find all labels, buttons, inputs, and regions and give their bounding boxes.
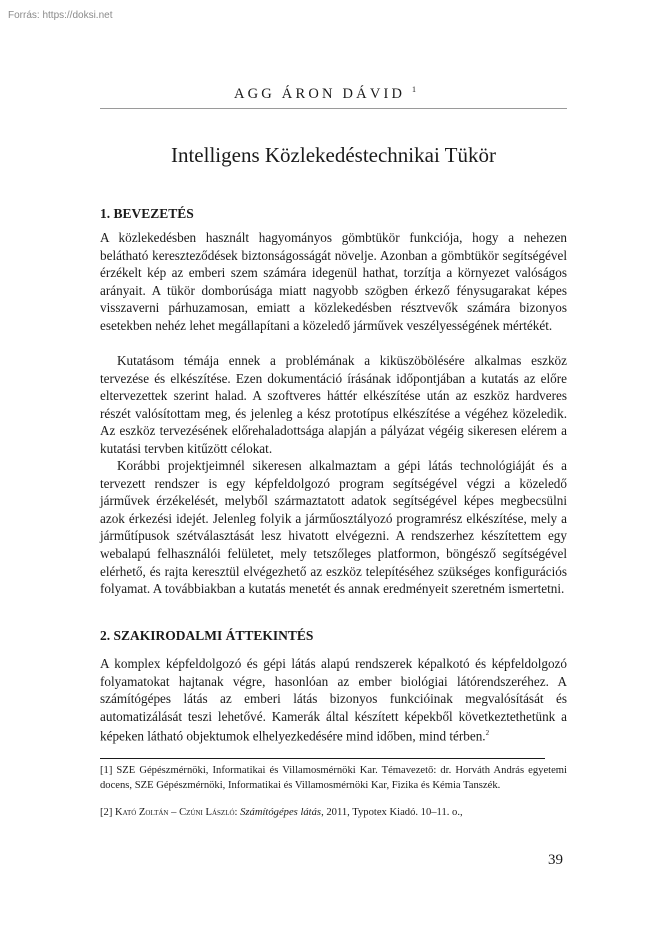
page-number: 39 — [548, 852, 563, 868]
author-footnote-ref: 1 — [412, 85, 417, 94]
paragraph: Korábbi projektjeimnél sikeresen alkalmaztam a gépi látás technológiáját és a tervezett rendszer is egy képfeldolgozó program segítségével végzi a közeledő járművek érzékelését, melyből származtatott adatok segítségével képes megbecsülni azok érkezési idejét. Jelenleg folyik a járműosztályozó programrész elkészítése, mely a járműtípusok szétválasztását lesz hivatott elvégezni. A rendszerhez készítettem egy webalapú felhasználói felületet, mely tetszőleges platformon, böngésző segítségével elérhető, és rajta keresztül elvégezhető az eszköz telepítéséhez szükséges konfigurációs folyamat. A továbbiakban a kutatás menetét és annak eredményeit szeretném ismertetni. — [100, 458, 567, 597]
author-header — [100, 85, 550, 103]
footnote-rule — [100, 758, 545, 759]
paragraph-text: A komplex képfeldolgozó és gépi látás alapú rendszerek képalkotó és képfeldolgozó folyamatokat hajtanak végre, hasonlóan az ember biológiai látórendszeréhez. A számítógépes látás az emberi látás bizonyos funkcióinak megvalósítását és automatizálását teszi lehetővé. Kamerák által készített képekből következtethetünk a képeken látható objektumok elhelyezkedésére mind időben, mind térben. — [100, 656, 567, 744]
paragraph: Kutatásom témája ennek a problémának a kiküszöbölésére alkalmas eszköz tervezése és elkészítése. Ezen dokumentáció írásának időpontjában a kutatás az előre eltervezettek szerint halad. A szoftveres háttér elkészítése után az eszköz hardveres részét valósítottam meg, és jelenleg a kész prototípus elkészítése a végéhez közeledik. Az eszköz tervezésének előrehaladottsága alapján a pályázat végéig sikeresen elérem a kutatási tervben kitűzött célokat. — [100, 353, 567, 456]
footnote-2-title: Számítógépes látás — [240, 807, 322, 818]
section-heading-introduction: 1. BEVEZETÉS — [100, 206, 194, 221]
citation-ref: 2 — [485, 729, 490, 738]
footnote-2-number: [2] — [100, 807, 116, 818]
section-heading-literature-review: 2. SZAKIRODALMI ÁTTEKINTÉS — [100, 628, 314, 643]
paragraph — [100, 655, 567, 745]
page-title: Intelligens Közlekedéstechnikai Tükör — [170, 143, 496, 167]
paragraph: A közlekedésben használt hagyományos gömbtükör funkciója, hogy a nehezen belátható kereszteződések biztonságosságát növelje. Azonban a gömbtükör segítségével érzékelt kép az emberi szem számára idegenül hathat, torzítja a környezet valóságos arányait. A tükör domborúsága miatt nagyobb szögben érkező fénysugarakat képes visszaverni párhuzamosan, emiatt a közlekedésben résztvevők számára bizonyos esetekben nehéz lehet megállapítani a közeledő járművek veszélyességének mértékét. — [100, 230, 567, 333]
footnote-2-authors: Kató Zoltán – Czúni László: — [115, 807, 238, 818]
footnote-2-details: , 2011, Typotex Kiadó. 10–11. o., — [321, 807, 463, 818]
source-watermark: Forrás: https://doksi.net — [8, 10, 113, 21]
footnote-2 — [100, 805, 567, 820]
footnote-1: [1] SZE Gépészmérnöki, Informatikai és Villamosmérnöki Kar. Témavezető: dr. Horváth András egyetemi docens, SZE Gépészmérnöki, Informatikai és Villamosmérnöki Kar, Fizika és Kémia Tanszék. — [100, 765, 567, 791]
author-name: AGG ÁRON DÁVID — [233, 85, 406, 102]
header-rule — [100, 108, 567, 109]
